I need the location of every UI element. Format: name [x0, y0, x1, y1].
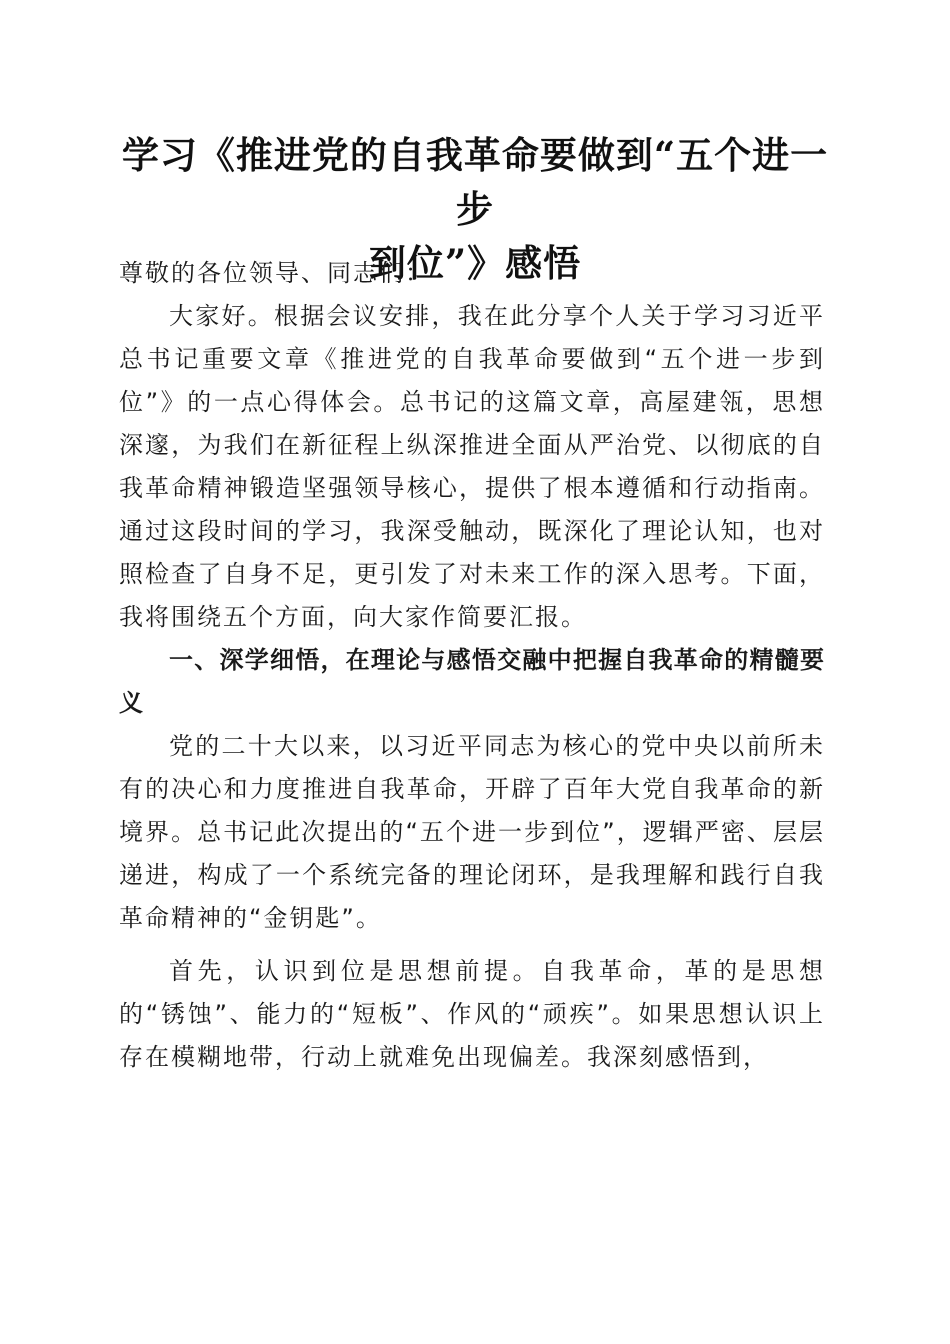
- section-1-paragraph-2: 首先，认识到位是思想前提。自我革命，革的是思想的“锈蚀”、能力的“短板”、作风的“顽疾”。如果思想认识上存在模糊地带，行动上就难免出现偏差。我深刻感悟到，: [119, 957, 825, 1071]
- section-heading-1: 一、深学细悟，在理论与感悟交融中把握自我革命的精髓要义: [119, 646, 825, 717]
- title-line-2: 到位”》感悟: [368, 241, 582, 285]
- title-line-1: 学习《推进党的自我革命要做到“五个进一步: [121, 133, 829, 231]
- document-body: [119, 252, 825, 1079]
- section-1-paragraph-1: 党的二十大以来，以习近平同志为核心的党中央以前所未有的决心和力度推进自我革命，开辟了百年大党自我革命的新境界。总书记此次提出的“五个进一步到位”，逻辑严密、层层递进，构成了一个系统完备的理论闭环，是我理解和践行自我革命精神的“金钥匙”。: [119, 732, 825, 932]
- salutation: 尊敬的各位领导、同志们：: [119, 259, 431, 287]
- intro-paragraph: 大家好。根据会议安排，我在此分享个人关于学习习近平总书记重要文章《推进党的自我革命要做到“五个进一步到位”》的一点心得体会。总书记的这篇文章，高屋建瓴，思想深邃，为我们在新征程上纵深推进全面从严治党、以彻底的自我革命精神锻造坚强领导核心，提供了根本遵循和行动指南。通过这段时间的学习，我深受触动，既深化了理论认知，也对照检查了自身不足，更引发了对未来工作的深入思考。下面，我将围绕五个方面，向大家作简要汇报。: [119, 302, 825, 631]
